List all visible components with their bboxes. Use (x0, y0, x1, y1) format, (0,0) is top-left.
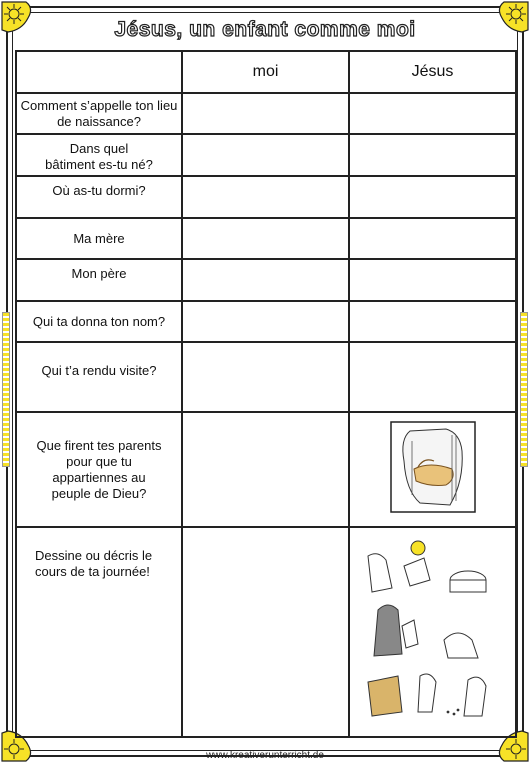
table-row (16, 412, 516, 527)
answer-jesus-cell[interactable] (349, 342, 516, 412)
answer-moi-cell[interactable] (182, 259, 349, 301)
answer-jesus-cell[interactable] (349, 301, 516, 342)
header-jesus: Jésus (349, 51, 516, 93)
question-cell: Mon père (16, 259, 182, 301)
question-cell: Ma mère (16, 218, 182, 259)
footer-url[interactable]: www.kreativerunterricht.de (206, 750, 324, 761)
header-moi: moi (182, 51, 349, 93)
answer-moi-cell[interactable] (182, 134, 349, 176)
question-cell: Qui t’a rendu visite? (16, 342, 182, 412)
table-row (16, 259, 516, 301)
header-empty (16, 51, 182, 93)
answer-moi-cell[interactable] (182, 412, 349, 527)
page-title: Jésus, un enfant comme moi (114, 18, 416, 41)
question-text: Dessine ou décris le cours de ta journée! (35, 548, 153, 579)
question-cell: Qui ta donna ton nom? (16, 301, 182, 342)
answer-moi-cell[interactable] (182, 527, 349, 737)
question-text: Que firent tes parents pour que tu appartiennes au peuple de Dieu? (36, 437, 162, 501)
question-cell (16, 412, 182, 527)
worksheet-table (15, 50, 517, 738)
table-row (16, 218, 516, 259)
question-text: Dans quel bâtiment es-tu né? (45, 141, 153, 172)
side-decoration-left (2, 312, 10, 467)
question-cell: Comment s’appelle ton lieu de naissance? (16, 93, 182, 134)
answer-moi-cell[interactable] (182, 301, 349, 342)
question-cell (16, 527, 182, 737)
table-row (16, 301, 516, 342)
answer-jesus-cell (349, 412, 516, 527)
table-row (16, 527, 516, 737)
table-row (16, 176, 516, 218)
answer-jesus-cell[interactable] (349, 134, 516, 176)
answer-moi-cell[interactable] (182, 342, 349, 412)
answer-jesus-cell[interactable] (349, 218, 516, 259)
answer-jesus-cell[interactable] (349, 176, 516, 218)
answer-moi-cell[interactable] (182, 176, 349, 218)
answer-moi-cell[interactable] (182, 93, 349, 134)
table-header-row (16, 51, 516, 93)
daily-life-illustration (358, 536, 508, 731)
answer-jesus-cell[interactable] (349, 259, 516, 301)
question-cell: Où as-tu dormi? (16, 176, 182, 218)
question-cell (16, 134, 182, 176)
circumcision-illustration (390, 421, 476, 513)
table-row (16, 93, 516, 134)
table-row (16, 134, 516, 176)
answer-jesus-cell (349, 527, 516, 737)
table-row (16, 342, 516, 412)
answer-jesus-cell[interactable] (349, 93, 516, 134)
side-decoration-right (520, 312, 528, 467)
answer-moi-cell[interactable] (182, 218, 349, 259)
